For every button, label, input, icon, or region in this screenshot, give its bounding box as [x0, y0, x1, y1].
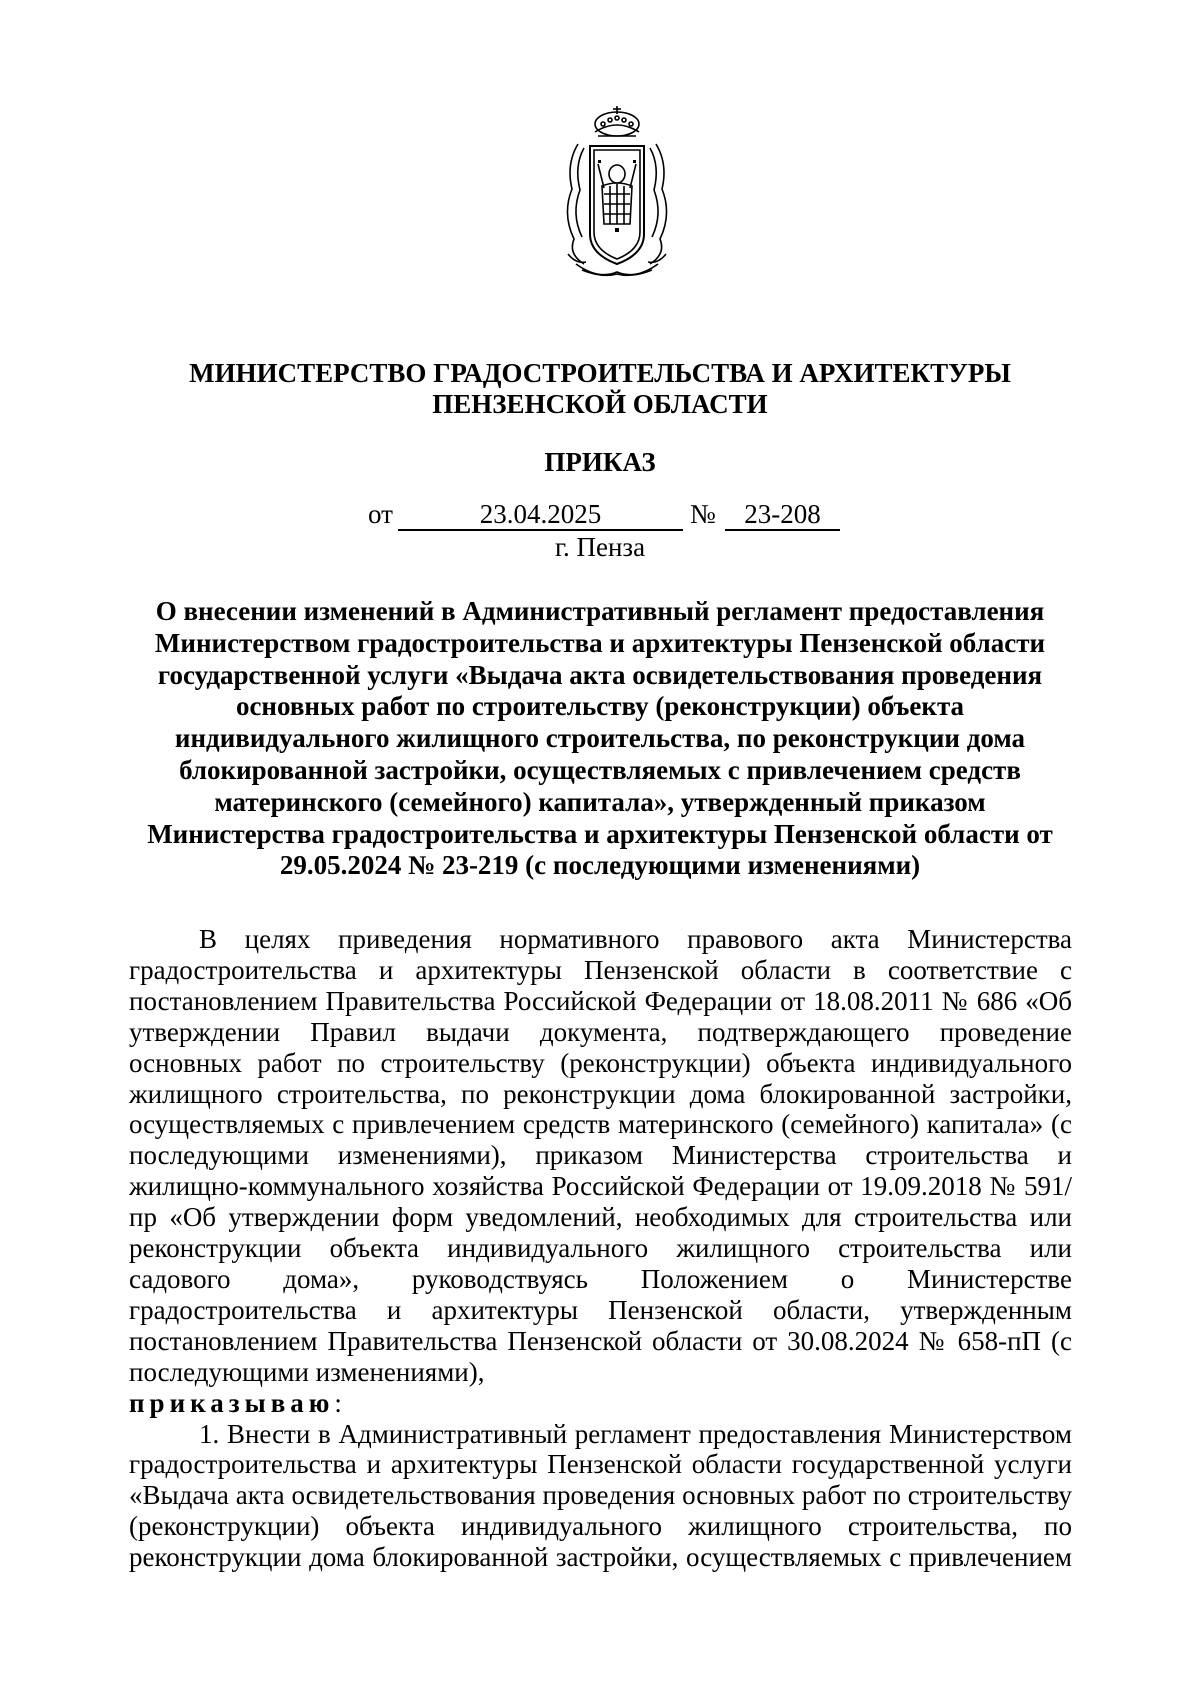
order-subject-title: О внесении изменений в Административный регламент предоставления Министерством градостроительства и архитектуры Пензенской области государственной услуги «Выдача акта освидетельствования проведения основных работ по строительству (реконструкции) объекта индивидуального жилищного строительства, по реконструкции дома блокированной застройки, осуществляемых с привлечением средств материнского (семейного) капитала», утвержденный приказом Министерства градостроительства и архитектуры Пензенской области от 29.05.2024 № 23-219 (с последующими изменениями) [147, 596, 1053, 881]
ministry-name [130, 358, 1070, 420]
preamble-text: В целях приведения нормативного правового акта Министерства градостроительства и архитектуры Пензенской области в соответствие с постановлением Правительства Российской Федерации от 18.08.2011 № 686 «Об утверждении Правил выдачи документа, подтверждающего проведение основных работ по строительству (реконструкции) объекта индивидуального жилищного строительства, по реконструкции дома блокированной застройки, осуществляемых с привлечением средств материнского (семейного) капитала» (с последующими изменениями), приказом Министерства строительства и жилищно-коммунального хозяйства Российской Федерации от 19.09.2018 № 591/пр «Об утверждении форм уведомлений, необходимых для строительства или реконструкции объекта индивидуального жилищного строительства или садового дома», руководствуясь Положением о Министерстве градостроительства и архитектуры Пензенской области, утвержденным постановлением Правительства Пензенской области от 30.08.2024 № 658-пП (с последующими изменениями), [129, 924, 1072, 1387]
ministry-name-line1: МИНИСТЕРСТВО ГРАДОСТРОИТЕЛЬСТВА И АРХИТЕКТУРЫ [189, 358, 1011, 388]
city-label: г. Пенза [554, 532, 646, 562]
date-prefix-label: от [368, 499, 393, 529]
order-meta-line [0, 499, 1200, 533]
document-type-title: ПРИКАЗ [544, 447, 656, 477]
order-date: 23.04.2025 [398, 499, 683, 531]
decree-word: приказываю [129, 1387, 335, 1418]
coat-of-arms-emblem [558, 104, 676, 280]
preamble-paragraph [129, 924, 1072, 1419]
ministry-name-line2: ПЕНЗЕНСКОЙ ОБЛАСТИ [432, 389, 768, 419]
item-1-paragraph: 1. Внести в Административный регламент предоставления Министерством градостроительства и архитектуры Пензенской области государственной услуги «Выдача акта освидетельствования проведения основных работ по строительству (реконструкции) объекта индивидуального жилищного строительства, по реконструкции дома блокированной застройки, осуществляемых с привлечением [129, 1418, 1072, 1573]
number-sign-label: № [690, 499, 716, 529]
document-body [129, 924, 1072, 1573]
decree-colon: : [334, 1387, 342, 1418]
order-number: 23-208 [725, 499, 840, 531]
